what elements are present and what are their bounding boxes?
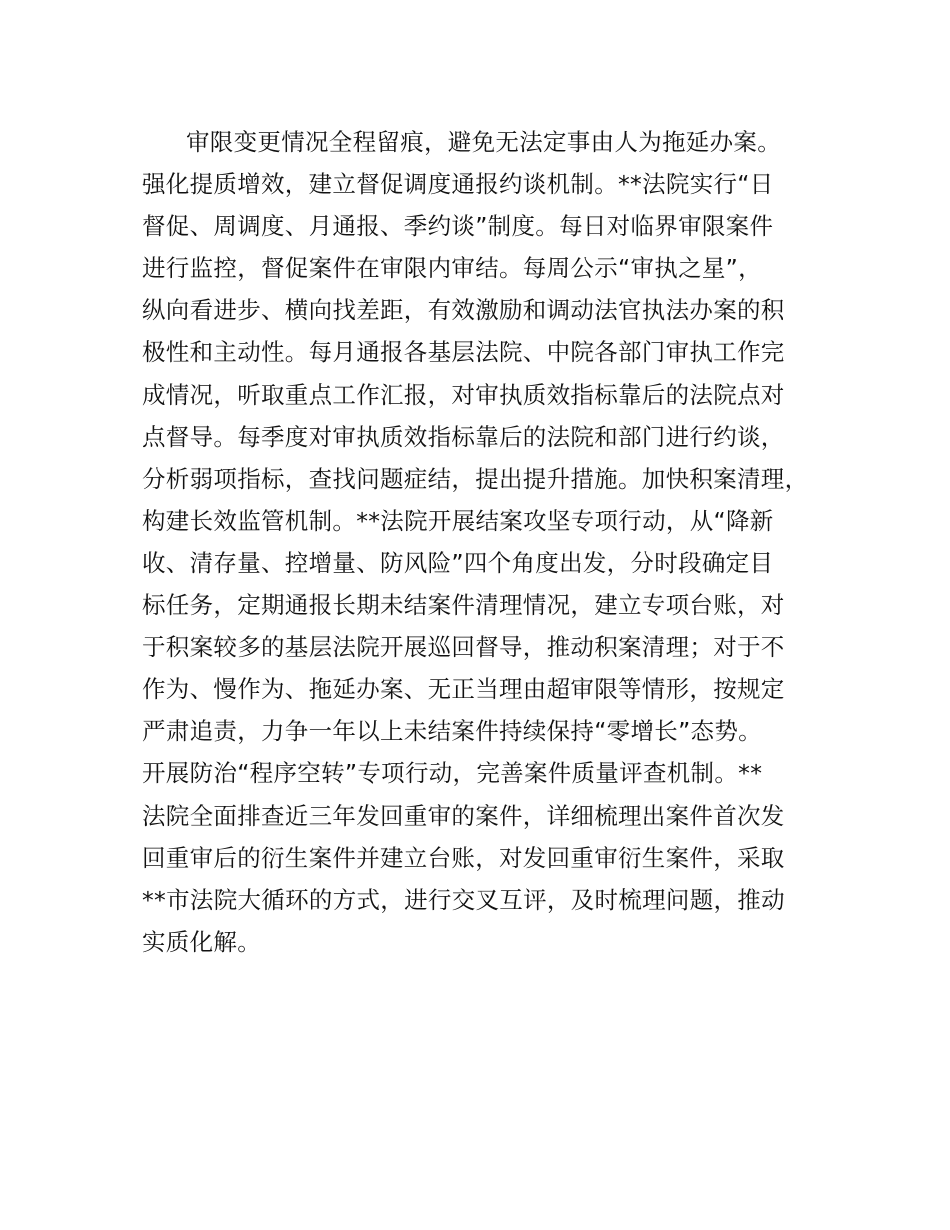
paragraph-line: 严肃追责，力争一年以上未结案件持续保持“零增长”态势。 — [142, 717, 762, 746]
document-body — [142, 121, 842, 963]
paragraph-line: 实质化解。 — [142, 927, 261, 956]
paragraph-line: **市法院大循环的方式，进行交叉互评，及时梳理问题，推动 — [142, 885, 785, 914]
paragraph-line: 回重审后的衍生案件并建立台账，对发回重审衍生案件，采取 — [142, 843, 785, 872]
paragraph-line: 强化提质增效，建立督促调度通报约谈机制。**法院实行“日 — [142, 170, 774, 199]
paragraph-line: 进行监控，督促案件在审限内审结。每周公示“审执之星”， — [142, 254, 762, 283]
paragraph-line: 于积案较多的基层法院开展巡回督导，推动积案清理；对于不 — [142, 633, 785, 662]
paragraph-line: 纵向看进步、横向找差距，有效激励和调动法官执法办案的积 — [142, 296, 785, 325]
paragraph-line: 作为、慢作为、拖延办案、无正当理由超审限等情形，按规定 — [142, 675, 785, 704]
paragraph-line: 督促、周调度、月通报、季约谈”制度。每日对临界审限案件 — [142, 212, 774, 241]
paragraph-line: 开展防治“程序空转”专项行动，完善案件质量评查机制。** — [142, 759, 763, 788]
paragraph-line: 构建长效监管机制。**法院开展结案攻坚专项行动，从“降新 — [142, 506, 774, 535]
paragraph-line: 收、清存量、控增量、防风险”四个角度出发，分时段确定目 — [142, 548, 774, 577]
paragraph-line: 点督导。每季度对审执质效指标靠后的法院和部门进行约谈， — [142, 422, 785, 451]
paragraph-line: 成情况，听取重点工作汇报，对审执质效指标靠后的法院点对 — [142, 380, 785, 409]
paragraph-line: 标任务，定期通报长期未结案件清理情况，建立专项台账，对 — [142, 591, 785, 620]
paragraph-line: 审限变更情况全程留痕，避免无法定事由人为拖延办案。 — [186, 128, 781, 156]
paragraph-line: 极性和主动性。每月通报各基层法院、中院各部门审执工作完 — [142, 338, 785, 367]
paragraph-line: 法院全面排查近三年发回重审的案件，详细梳理出案件首次发 — [142, 801, 785, 830]
paragraph-line: 分析弱项指标，查找问题症结，提出提升措施。加快积案清理， — [142, 464, 809, 493]
